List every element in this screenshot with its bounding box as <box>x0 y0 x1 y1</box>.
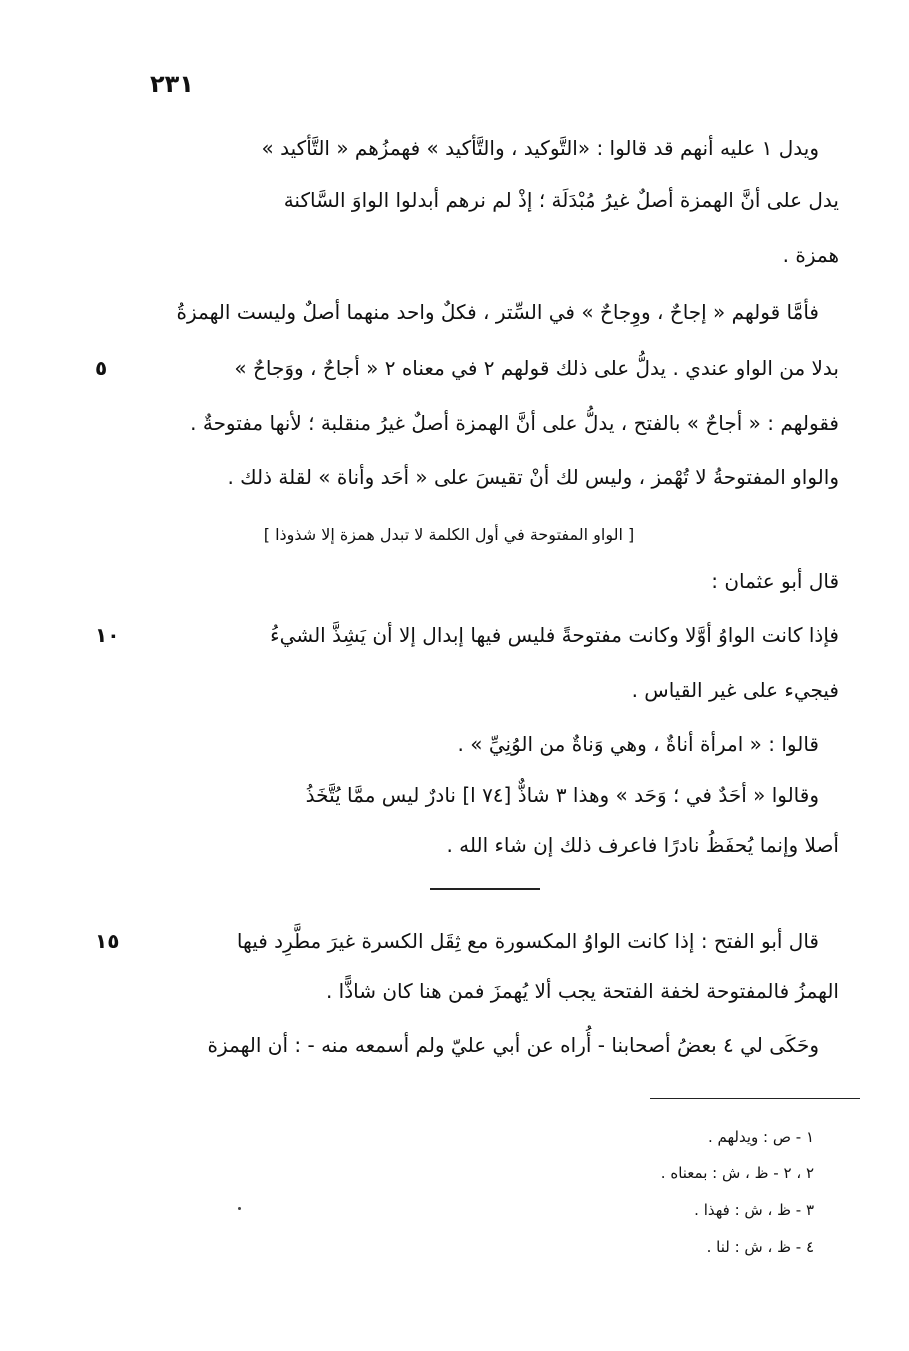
paragraph-4-line-1: قال أبو الفتح : إذا كانت الواوُ المكسورة مع ثِقَل الكسرة غيرَ مطَّرِد فيها <box>236 929 819 953</box>
section-separator <box>430 888 540 890</box>
margin-line-number-10: ١٠ <box>95 623 120 647</box>
scan-speck <box>238 1207 241 1210</box>
footnote-rule <box>650 1098 860 1099</box>
paragraph-4-line-2: الهمزُ فالمفتوحة لخفة الفتحة يجب ألا يُهمزَ فمن هنا كان شاذًّا . <box>325 979 839 1003</box>
section-heading: [ الواو المفتوحة في أول الكلمة لا تبدل همزة إلا شذوذا ] <box>263 525 635 544</box>
paragraph-3-line-1: فإذا كانت الواوُ أوَّلا وكانت مفتوحةً فليس فيها إبدال إلا أن يَشِذَّ الشيءُ <box>270 623 839 647</box>
paragraph-2-line-2: بدلا من الواو عندي . يدلُّ على ذلك قولهم ٢ في معناه ٢ « أجاحٌ ، ووَجاحٌ » <box>234 356 839 380</box>
paragraph-3-line-3: قالوا : « امرأة أناةٌ ، وهي وَناةٌ من الوُنِيِّ » . <box>457 732 819 756</box>
page-number: ٢٣١ <box>150 70 194 98</box>
paragraph-1-line-3: همزة . <box>782 243 839 267</box>
paragraph-2-line-3: فقولهم : « أجاحٌ » بالفتح ، يدلُّ على أنَّ الهمزة أصلٌ غيرُ منقلبة ؛ لأنها مفتوحةٌ . <box>190 411 839 435</box>
author-intro: قال أبو عثمان : <box>711 569 839 593</box>
paragraph-1-line-2: يدل على أنَّ الهمزة أصلٌ غيرُ مُبْدَلَة ؛ إذْ لم نرهم أبدلوا الواوَ السَّاكنة <box>283 188 839 212</box>
margin-line-number-5: ٥ <box>95 356 108 380</box>
paragraph-2-line-1: فأمَّا قولهم « إجاحٌ ، ووِجاحٌ » في السِّتر ، فكلٌ واحد منهما أصلٌ وليست الهمزةُ <box>176 300 819 324</box>
paragraph-4-line-3: وحَكَى لي ٤ بعضُ أصحابنا - أُراه عن أبي عليّ ولم أسمعه منه - : أن الهمزة <box>207 1033 819 1057</box>
paragraph-3-line-4: وقالوا « أحَدٌ في ؛ وَحَد » وهذا ٣ شاذٌّ [٧٤ ا] نادرٌ ليس ممَّا يُتَّخَذُ <box>305 783 819 807</box>
paragraph-3-line-2: فيجيء على غير القياس . <box>631 678 839 702</box>
paragraph-2-line-4: والواو المفتوحةُ لا تُهْمز ، وليس لك أنْ تقيسَ على « أحَد وأناة » لقلة ذلك . <box>227 465 839 489</box>
footnote-2: ٢ ، ٢ - ظ ، ش : بمعناه . <box>660 1164 814 1182</box>
paragraph-3-line-5: أصلا وإنما يُحفَظُ نادرًا فاعرف ذلك إن شاء الله . <box>446 833 839 857</box>
paragraph-1-line-1: ويدل ١ عليه أنهم قد قالوا : «التَّوكيد ، والتَّأكيد » فهمزُهم « التَّأكيد » <box>261 136 819 160</box>
footnote-3: ٣ - ظ ، ش : فهذا . <box>694 1201 814 1219</box>
margin-line-number-15: ١٥ <box>95 929 120 953</box>
footnote-4: ٤ - ظ ، ش : لنا . <box>706 1238 814 1256</box>
footnote-1: ١ - ص : ويدلهم . <box>707 1128 814 1146</box>
